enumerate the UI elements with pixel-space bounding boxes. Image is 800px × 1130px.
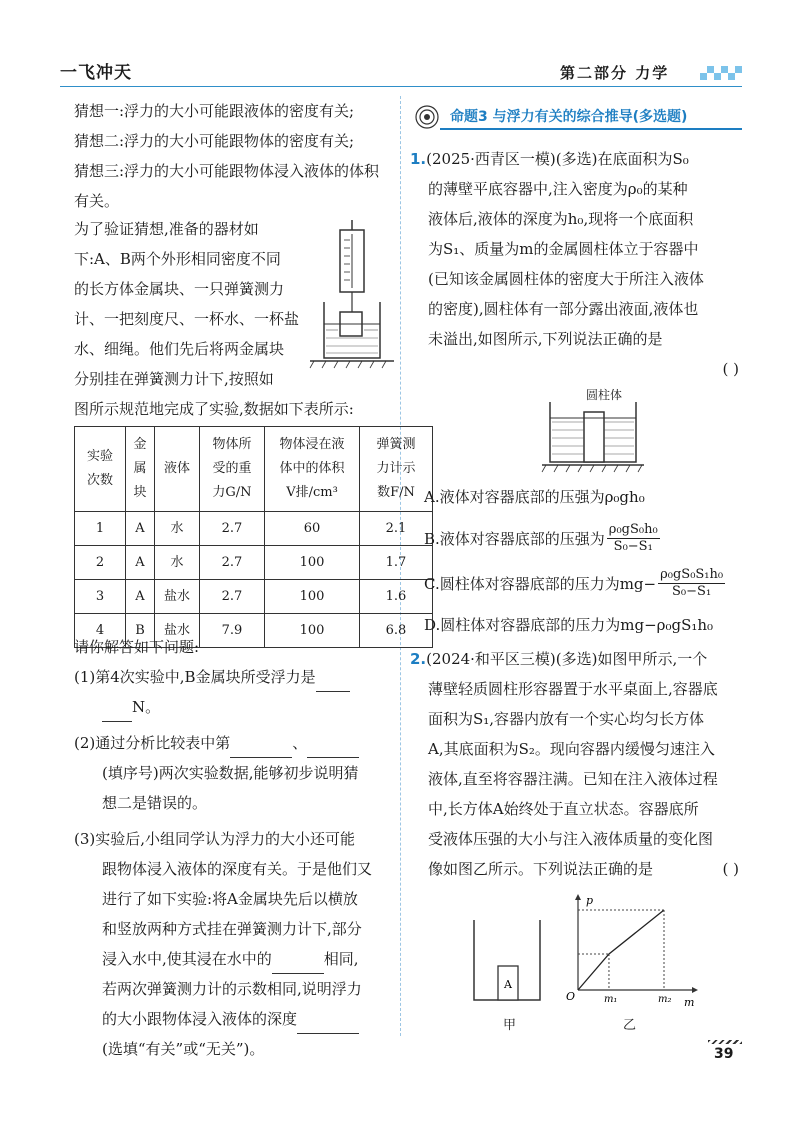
q2-blank-a[interactable] xyxy=(230,737,292,758)
p1-line: 的薄壁平底容器中,注入密度为ρ₀的某种 xyxy=(428,180,688,198)
numerator: ρ₀gS₀S₁h₀ xyxy=(660,567,724,582)
cell: A xyxy=(126,580,155,614)
ask-line: 请你解答如下问题: xyxy=(74,638,200,656)
numerator: ρ₀gS₀h₀ xyxy=(608,522,658,537)
answer-bracket[interactable]: ( ) xyxy=(722,360,739,378)
q3-line3: 进行了如下实验:将A金属块先后以横放 xyxy=(102,890,358,908)
figure-jia xyxy=(470,918,546,1010)
table-header-row xyxy=(75,427,433,512)
header-cell: 弹簧测 力计示 数F/N xyxy=(360,427,433,512)
q3-line1: (3)实验后,小组同学认为浮力的大小还可能 xyxy=(74,830,356,848)
figure-yi xyxy=(560,892,700,1014)
page-number-box xyxy=(708,1040,744,1066)
intro-line: 计、一把刻度尺、一杯水、一杯盐 xyxy=(74,310,300,328)
p1-line xyxy=(410,144,745,174)
series-logo: 一飞冲天 xyxy=(60,63,132,83)
q3-line5 xyxy=(74,944,396,974)
cell: 100 xyxy=(265,580,360,614)
fraction xyxy=(607,522,660,555)
cell: 7.9 xyxy=(200,614,265,648)
q3-line8: (选填“有关”或“无关”)。 xyxy=(102,1040,265,1058)
intro-line: 的长方体金属块、一只弹簧测力 xyxy=(74,280,285,298)
caption-yi: 乙 xyxy=(623,1018,637,1033)
origin-label: O xyxy=(566,990,576,1003)
q2-line2: (填序号)两次实验数据,能够初步说明猜 xyxy=(102,764,359,782)
cylinder-label: 圆柱体 xyxy=(586,388,623,402)
axis-label-m: m xyxy=(684,996,695,1009)
p1-text: (2025·西青区一模)(多选)在底面积为S₀ xyxy=(426,150,689,168)
q3-line2: 跟物体浸入液体的深度有关。于是他们又 xyxy=(102,860,373,878)
cell: 6.8 xyxy=(360,614,433,648)
cell: 1.7 xyxy=(360,546,433,580)
p1-line: 的密度),圆柱体有一部分露出液面,液体也 xyxy=(428,300,699,318)
q2-line xyxy=(74,728,396,758)
section-title: 第二部分 力学 xyxy=(560,64,670,82)
guesses xyxy=(74,96,394,216)
cell: 1 xyxy=(75,512,126,546)
denominator: S₀−S₁ xyxy=(613,539,653,554)
cell: 4 xyxy=(75,614,126,648)
header-cell: 物体所 受的重 力G/N xyxy=(200,427,265,512)
cell: 1.6 xyxy=(360,580,433,614)
guess-2: 猜想二:浮力的大小可能跟物体的密度有关; xyxy=(74,132,355,150)
cell: 2.7 xyxy=(200,546,265,580)
tick-m2: m₂ xyxy=(658,994,672,1005)
pressure-mass-chart xyxy=(560,892,700,1010)
container-block-icon xyxy=(470,918,546,1006)
spring-scale-figure xyxy=(306,220,398,374)
q1-line xyxy=(74,662,396,692)
p2-line: 面积为S₁,容器内放有一个实心均匀长方体 xyxy=(428,710,705,728)
p1-line: 未溢出,如图所示,下列说法正确的是 xyxy=(428,330,663,348)
cell: 3 xyxy=(75,580,126,614)
page-number: 39 xyxy=(714,1046,734,1062)
header-cell: 实验 次数 xyxy=(75,427,126,512)
cell: 2.7 xyxy=(200,580,265,614)
problem-1-options xyxy=(424,484,744,638)
problem-number: 1. xyxy=(410,150,427,168)
intro-text xyxy=(74,214,304,394)
p2-line: 液体,直至将容器注满。已知在注入液体过程 xyxy=(428,770,718,788)
table-row xyxy=(75,546,433,580)
table-row xyxy=(75,580,433,614)
cell: B xyxy=(126,614,155,648)
option-a[interactable]: A.液体对容器底部的压强为ρ₀gh₀ xyxy=(424,488,645,506)
p2-line: 薄壁轻质圆柱形容器置于水平桌面上,容器底 xyxy=(428,680,718,698)
q3-blank-a[interactable] xyxy=(272,953,324,974)
header-cell: 物体浸在液 体中的体积 V排/cm³ xyxy=(265,427,360,512)
cell: 盐水 xyxy=(155,614,200,648)
cell: 100 xyxy=(265,614,360,648)
cell: A xyxy=(126,546,155,580)
data-table xyxy=(74,426,433,648)
header-rule xyxy=(60,86,742,87)
p2-last-line xyxy=(410,854,745,884)
option-c[interactable] xyxy=(424,567,744,600)
denominator: S₀−S₁ xyxy=(672,584,712,599)
p2-line: A,其底面积为S₂。现向容器内缓慢匀速注入 xyxy=(428,740,715,758)
p2-text: (2024·和平区三模)(多选)如图甲所示,一个 xyxy=(426,650,708,668)
page-stripe xyxy=(708,1040,742,1044)
header-decoration xyxy=(700,62,742,84)
checker-icon xyxy=(700,62,742,84)
header-cell: 金 属 块 xyxy=(126,427,155,512)
problem-2 xyxy=(410,644,745,884)
cell: 60 xyxy=(265,512,360,546)
fraction xyxy=(658,567,725,600)
y-arrow-icon xyxy=(575,894,581,900)
problem-number: 2. xyxy=(410,650,427,668)
p1-line: 液体后,液体的深度为h₀,现将一个底面积 xyxy=(428,210,694,228)
q3-text: 浸入水中,使其浸在水中的 xyxy=(102,950,272,968)
problem-1 xyxy=(410,144,745,384)
series-line xyxy=(578,910,664,990)
cell: 2.7 xyxy=(200,512,265,546)
topic-heading xyxy=(414,104,744,130)
block-label: A xyxy=(504,978,512,991)
q3-text: 相同, xyxy=(323,950,359,968)
q3-line6: 若两次弹簧测力计的示数相同,说明浮力 xyxy=(102,980,362,998)
q1-blank-b[interactable] xyxy=(102,701,132,722)
experiment-table xyxy=(74,426,433,648)
q2-blank-b[interactable] xyxy=(307,737,359,758)
p2-line: 受液体压强的大小与注入液体质量的变化图 xyxy=(428,830,714,848)
table-row xyxy=(75,512,433,546)
cell: 盐水 xyxy=(155,580,200,614)
cell: 2.1 xyxy=(360,512,433,546)
option-d[interactable]: D.圆柱体对容器底部的压力为mg−ρ₀gS₁h₀ xyxy=(424,616,714,634)
questions xyxy=(74,632,396,1064)
q1-text: (1)第4次实验中,B金属块所受浮力是 xyxy=(74,668,316,686)
intro-line: 为了验证猜想,准备的器材如 xyxy=(74,220,259,238)
guess-1: 猜想一:浮力的大小可能跟液体的密度有关; xyxy=(74,102,355,120)
q1-unit: N。 xyxy=(132,698,161,716)
cell: 100 xyxy=(265,546,360,580)
q3-line4: 和竖放两种方式挂在弹簧测力计下,部分 xyxy=(102,920,362,938)
q3-blank-b[interactable] xyxy=(297,1013,359,1034)
q2-line3: 想二是错误的。 xyxy=(102,794,208,812)
target-icon xyxy=(414,104,440,130)
q1-line2 xyxy=(74,692,396,722)
p2-text: 像如图乙所示。下列说法正确的是 xyxy=(428,860,654,878)
x-arrow-icon xyxy=(692,987,698,993)
p2-line: 中,长方体A始终处于直立状态。容器底所 xyxy=(428,800,699,818)
q2-sep: 、 xyxy=(292,734,308,752)
option-c-text: C.圆柱体对容器底部的压力为mg− xyxy=(424,574,657,593)
cell: 水 xyxy=(155,512,200,546)
tick-m1: m₁ xyxy=(603,994,618,1005)
cell: 水 xyxy=(155,546,200,580)
caption-jia: 甲 xyxy=(503,1018,517,1033)
guess-3: 猜想三:浮力的大小可能跟物体浸入液体的体积有关。 xyxy=(74,162,380,210)
axis-label-p: p xyxy=(586,894,594,907)
intro-line: 分别挂在弹簧测力计下,按照如 xyxy=(74,370,274,388)
intro-last: 图所示规范地完成了实验,数据如下表所示: xyxy=(74,400,354,418)
q1-blank-a[interactable] xyxy=(316,671,350,692)
p2-line xyxy=(410,644,745,674)
intro-line: 下:A、B两个外形相同密度不同 xyxy=(74,250,281,268)
answer-bracket[interactable]: ( ) xyxy=(722,860,739,878)
q2-text: (2)通过分析比较表中第 xyxy=(74,734,231,752)
intro-line: 水、细绳。他们先后将两金属块 xyxy=(74,340,285,358)
q3-line7 xyxy=(74,1004,396,1034)
p1-line: 为S₁、质量为m的金属圆柱体立于容器中 xyxy=(428,240,699,258)
header-cell: 液体 xyxy=(155,427,200,512)
q3-text: 的大小跟物体浸入液体的深度 xyxy=(102,1010,298,1028)
p1-line: (已知该金属圆柱体的密度大于所注入液体 xyxy=(428,270,704,288)
cell: A xyxy=(126,512,155,546)
topic-title: 命题3 与浮力有关的综合推导(多选题) xyxy=(450,109,688,125)
spring-scale-icon xyxy=(306,220,398,370)
option-b[interactable] xyxy=(424,522,744,555)
option-b-text: B.液体对容器底部的压强为 xyxy=(424,529,605,548)
cell: 2 xyxy=(75,546,126,580)
